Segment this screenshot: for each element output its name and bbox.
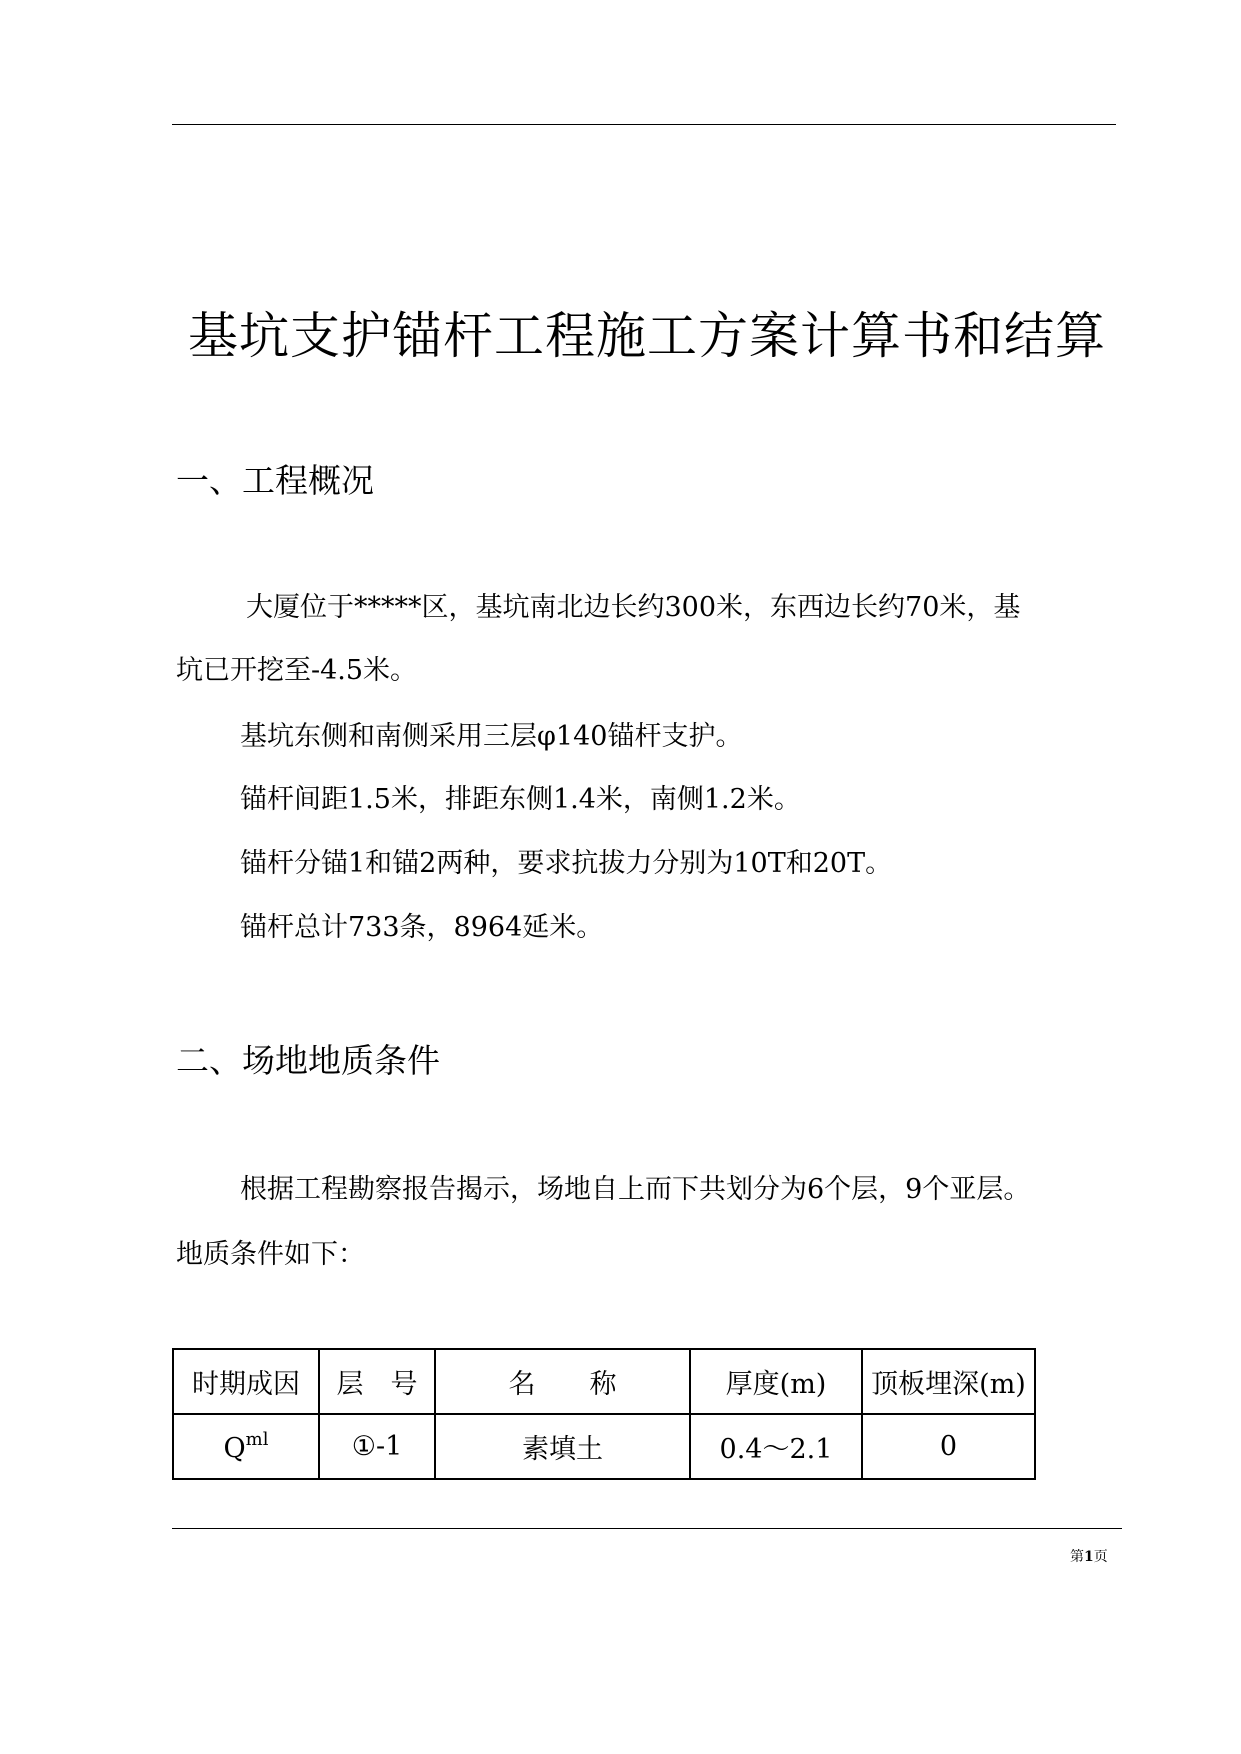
overview-paragraph-1-continued: 坑已开挖至-4.5米。: [176, 655, 418, 686]
geology-table: [172, 1348, 1036, 1480]
header-name: 名 称: [435, 1349, 690, 1414]
overview-paragraph-3: 锚杆间距1.5米，排距东侧1.4米，南侧1.2米。: [240, 784, 801, 815]
section-heading-geology: 二、场地地质条件: [176, 1041, 440, 1080]
section-heading-overview: 一、工程概况: [176, 461, 374, 500]
header-period: 时期成因: [173, 1349, 319, 1414]
header-depth: 顶板埋深(m): [862, 1349, 1035, 1414]
overview-paragraph-5: 锚杆总计733条，8964延米。: [240, 912, 604, 943]
overview-paragraph-1: 大厦位于*****区，基坑南北边长约300米，东西边长约70米，基: [246, 592, 1021, 623]
cell-period: [173, 1414, 319, 1479]
cell-depth: 0: [862, 1414, 1035, 1479]
geology-paragraph: 根据工程勘察报告揭示，场地自上而下共划分为6个层，9个亚层。: [240, 1174, 1031, 1205]
cell-name: 素填土: [435, 1414, 690, 1479]
table-header-row: [173, 1349, 1035, 1414]
header-layer: 层 号: [319, 1349, 435, 1414]
page-prefix: 第: [1070, 1549, 1084, 1565]
geology-paragraph-continued: 地质条件如下：: [176, 1239, 365, 1270]
page-number-footer: [1070, 1546, 1108, 1566]
overview-paragraph-4: 锚杆分锚1和锚2两种，要求抗拔力分别为10T和20T。: [240, 848, 893, 879]
table-row: [173, 1414, 1035, 1479]
header-rule: [172, 124, 1116, 125]
page-number: 1: [1084, 1549, 1094, 1565]
page-suffix: 页: [1093, 1549, 1108, 1565]
overview-paragraph-2: 基坑东侧和南侧采用三层φ140锚杆支护。: [240, 721, 743, 752]
footer-rule: [172, 1528, 1122, 1529]
header-thickness: 厚度(m): [690, 1349, 862, 1414]
period-superscript: ml: [245, 1429, 269, 1450]
cell-layer: ①-1: [319, 1414, 435, 1479]
period-symbol: Q: [223, 1433, 246, 1464]
cell-thickness: 0.4～2.1: [690, 1414, 862, 1479]
document-title: 基坑支护锚杆工程施工方案计算书和结算: [188, 307, 1106, 365]
